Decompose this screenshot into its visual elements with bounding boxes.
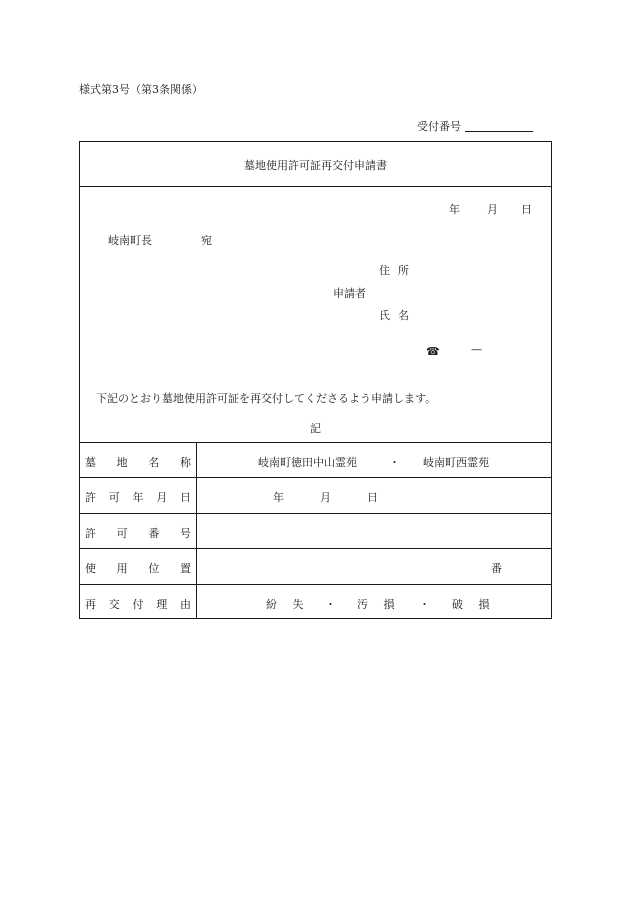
applicant-label: 申請者 — [333, 287, 366, 300]
location-suffix: 番 — [491, 562, 502, 575]
phone-icon: ☎ — [426, 345, 440, 358]
column-divider — [196, 443, 197, 618]
form-title: 墓地使用許可証再交付申請書 — [244, 159, 387, 172]
row-divider — [80, 584, 551, 585]
date-year[interactable]: 年 — [449, 203, 460, 216]
form-number-label: 様式第3号（第3条関係） — [79, 83, 203, 96]
reason-option-lost[interactable]: 紛 失 — [266, 598, 310, 611]
row-divider — [80, 548, 551, 549]
cemetery-name-label: 墓 地 名 称 — [85, 456, 191, 469]
honorific: 宛 — [201, 234, 212, 247]
reason-option-soiled[interactable]: 汚 損 — [357, 598, 401, 611]
table-top-divider — [80, 442, 551, 443]
date-day[interactable]: 日 — [521, 203, 532, 216]
cemetery-option-nakayama[interactable]: 岐南町徳田中山霊苑 — [258, 456, 357, 469]
application-form-box — [79, 141, 552, 619]
phone-separator: — — [471, 343, 482, 356]
reissue-reason-label: 再 交 付 理 由 — [85, 598, 191, 611]
reason-option-damaged[interactable]: 破 損 — [452, 598, 496, 611]
address-label: 住所 — [379, 264, 417, 277]
title-divider — [80, 186, 551, 187]
permit-date-day[interactable]: 日 — [367, 491, 378, 504]
name-label: 氏名 — [379, 309, 417, 322]
separator-dot: ・ — [389, 456, 400, 469]
cemetery-option-nishi[interactable]: 岐南町西霊苑 — [423, 456, 489, 469]
usage-location-label: 使 用 位 置 — [85, 562, 191, 575]
separator-dot: ・ — [419, 598, 430, 611]
permit-date-label: 許 可 年 月 日 — [85, 491, 191, 504]
permit-date-year[interactable]: 年 — [273, 491, 284, 504]
date-month[interactable]: 月 — [487, 203, 498, 216]
addressee: 岐南町長 — [108, 234, 152, 247]
ki-heading: 記 — [310, 422, 321, 435]
receipt-number-label: 受付番号 — [417, 120, 461, 133]
separator-dot: ・ — [325, 598, 336, 611]
permit-date-month[interactable]: 月 — [320, 491, 331, 504]
permit-number-label: 許 可 番 号 — [85, 527, 191, 540]
permit-number-field[interactable] — [200, 514, 550, 547]
row-divider — [80, 477, 551, 478]
receipt-number-field[interactable] — [465, 131, 533, 132]
request-statement: 下記のとおり墓地使用許可証を再交付してくださるよう申請します。 — [96, 392, 437, 405]
